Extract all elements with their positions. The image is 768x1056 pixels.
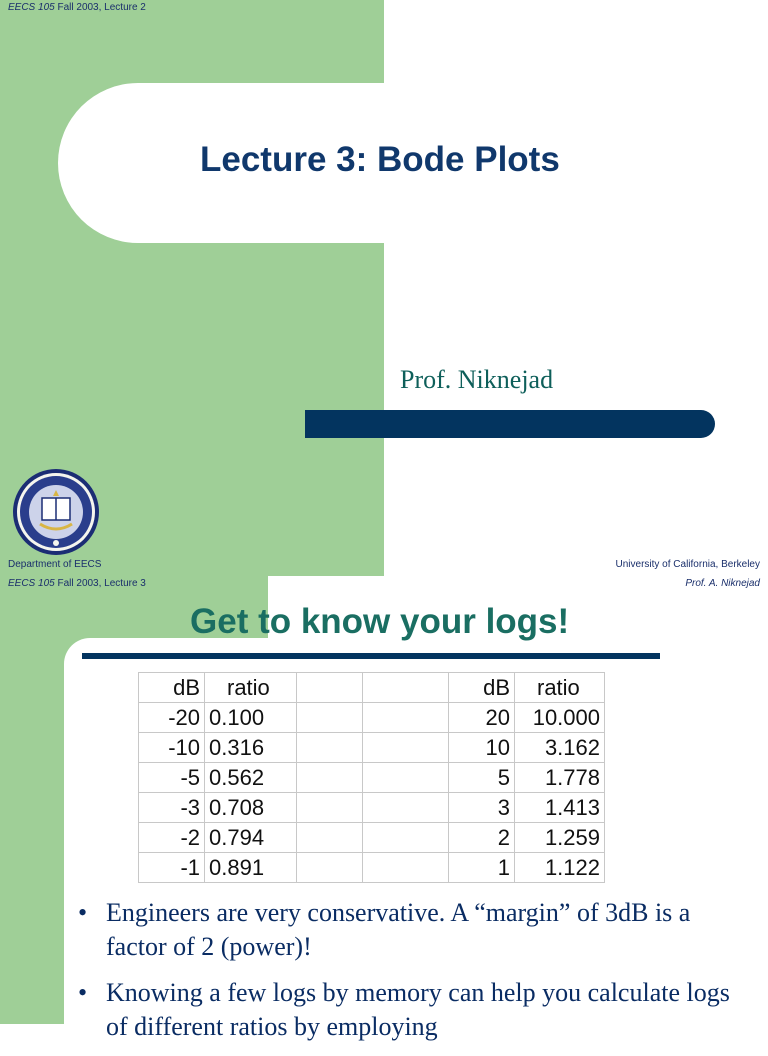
table-cell: [363, 823, 449, 853]
header-author: Prof. A. Niknejad: [685, 578, 760, 589]
slide2-header-right: [685, 578, 760, 589]
table-cell: dB: [139, 673, 205, 703]
table-cell: [363, 733, 449, 763]
table-row: [139, 853, 605, 883]
table-cell: dB: [449, 673, 515, 703]
table-cell: [297, 703, 363, 733]
table-cell: [297, 763, 363, 793]
slide-title: Get to know your logs!: [190, 602, 570, 641]
slide2-header: [8, 578, 146, 589]
table-cell: 0.891: [205, 853, 297, 883]
bullet-item: • Knowing a few logs by memory can help you calculate logs of different ratios by employing: [76, 976, 736, 1044]
table-cell: 10: [449, 733, 515, 763]
table-cell: [297, 733, 363, 763]
bullet-item: • Engineers are very conservative. A “margin” of 3dB is a factor of 2 (power)!: [76, 896, 736, 964]
table-cell: -1: [139, 853, 205, 883]
table-cell: 1.259: [515, 823, 605, 853]
table-cell: 3: [449, 793, 515, 823]
table-cell: 10.000: [515, 703, 605, 733]
table-cell: ratio: [205, 673, 297, 703]
table-row: [139, 823, 605, 853]
db-ratio-table: [138, 672, 605, 883]
slide1-footer-left: Department of EECS: [8, 559, 102, 570]
table-cell: [297, 793, 363, 823]
table-cell: [297, 673, 363, 703]
university-seal-icon: [12, 468, 100, 556]
table-cell: 0.562: [205, 763, 297, 793]
title-underline-bar: [82, 653, 660, 659]
table-cell: 1.122: [515, 853, 605, 883]
table-cell: [297, 853, 363, 883]
table-cell: [363, 703, 449, 733]
table-cell: 2: [449, 823, 515, 853]
header-course: EECS 105: [8, 2, 55, 13]
table-cell: -10: [139, 733, 205, 763]
title-accent-bar: [305, 410, 715, 438]
table-row: [139, 763, 605, 793]
lecture-title: Lecture 3: Bode Plots: [200, 140, 560, 179]
author-name: Prof. Niknejad: [400, 365, 554, 394]
table-cell: [363, 793, 449, 823]
table-cell: -3: [139, 793, 205, 823]
table-cell: 0.100: [205, 703, 297, 733]
table-cell: [297, 823, 363, 853]
table-row: [139, 793, 605, 823]
table-row: [139, 733, 605, 763]
table-header-row: [139, 673, 605, 703]
table-cell: [363, 853, 449, 883]
table-cell: 1.413: [515, 793, 605, 823]
table-cell: 3.162: [515, 733, 605, 763]
bullet-list: [76, 896, 736, 1056]
table-cell: 1: [449, 853, 515, 883]
table-row: [139, 703, 605, 733]
header-term: Fall 2003, Lecture 3: [57, 578, 146, 589]
table-cell: 0.708: [205, 793, 297, 823]
slide-logs: [0, 576, 768, 1041]
table-cell: [363, 673, 449, 703]
table-cell: [363, 763, 449, 793]
table-cell: -2: [139, 823, 205, 853]
table-cell: 5: [449, 763, 515, 793]
table-cell: 0.794: [205, 823, 297, 853]
table-cell: -20: [139, 703, 205, 733]
slide1-footer-right: University of California, Berkeley: [615, 559, 760, 570]
table-cell: 0.316: [205, 733, 297, 763]
table-cell: -5: [139, 763, 205, 793]
header-term: Fall 2003, Lecture 2: [57, 2, 146, 13]
table-cell: 1.778: [515, 763, 605, 793]
slide1-header: [8, 2, 146, 13]
table-cell: ratio: [515, 673, 605, 703]
header-course: EECS 105: [8, 578, 55, 589]
table-cell: 20: [449, 703, 515, 733]
